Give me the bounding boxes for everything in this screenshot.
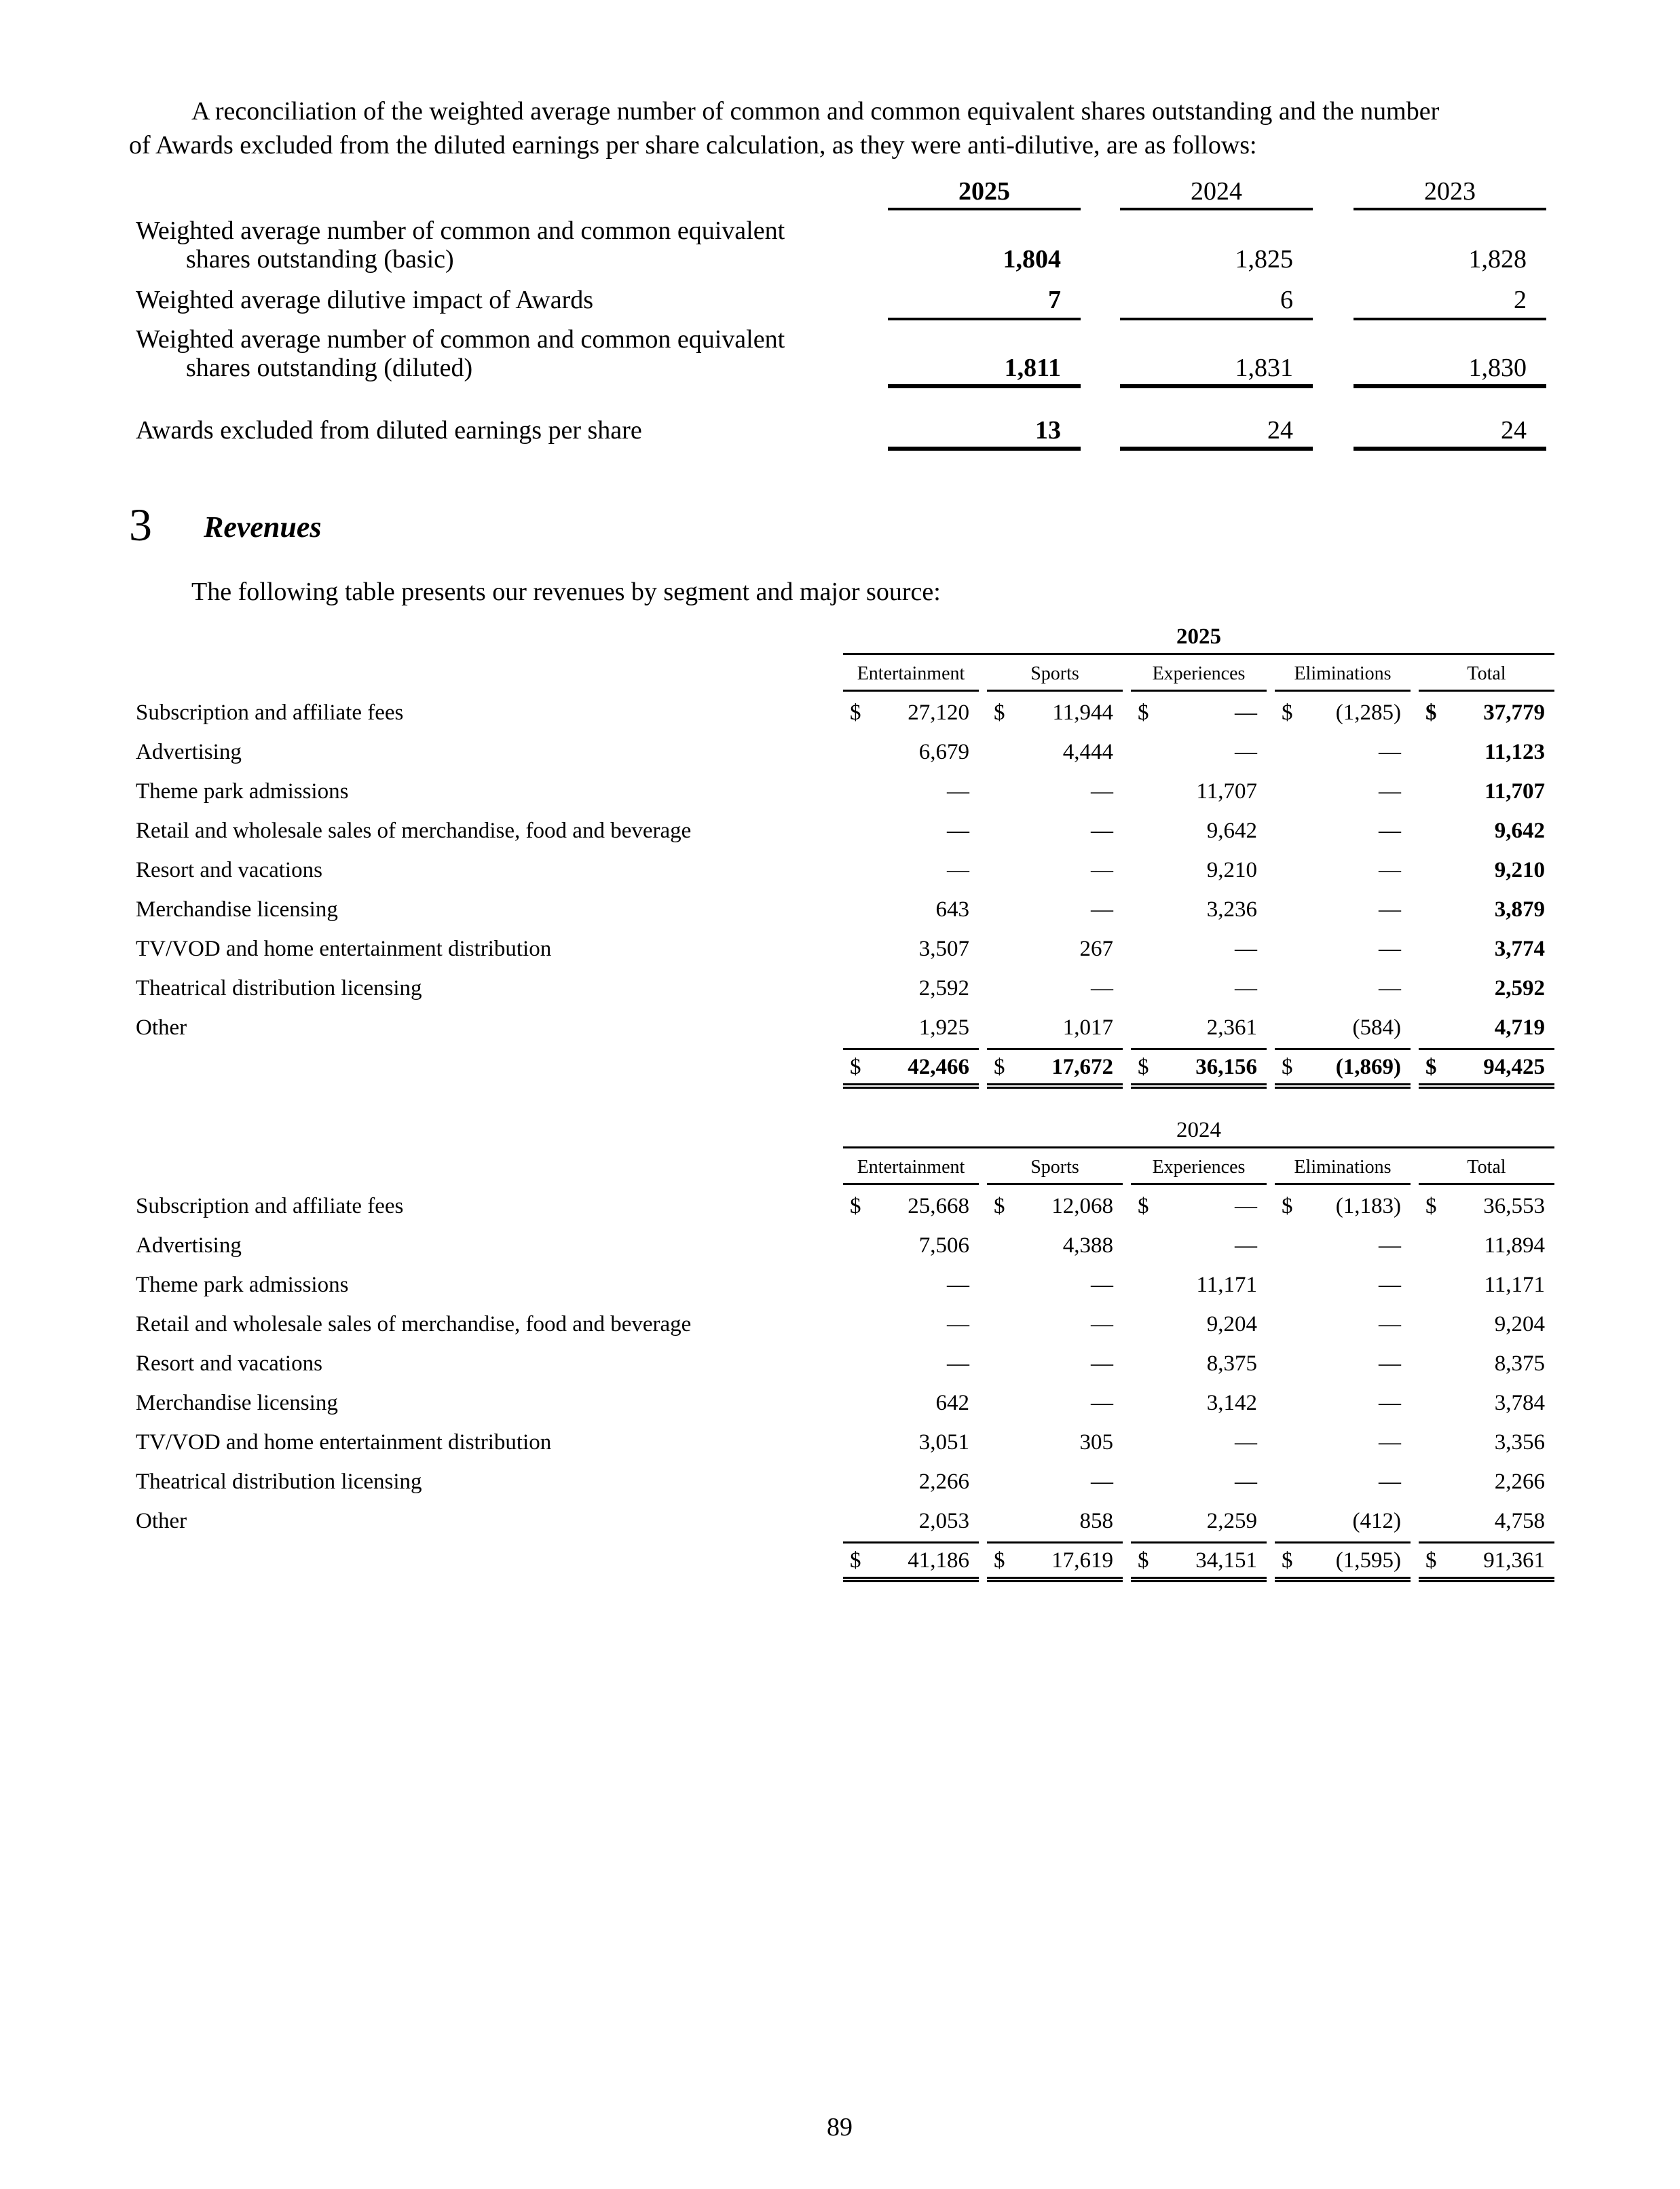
- total-cell: 42,466: [908, 1055, 969, 1079]
- subtotal-rule: [1419, 1048, 1554, 1050]
- cell: 1,830: [1468, 354, 1527, 382]
- table-cell: —: [1379, 740, 1401, 764]
- revenues-intro: The following table presents our revenues by segment and major source:: [191, 578, 941, 606]
- cell: 2: [1514, 286, 1527, 314]
- total-double-rule: [888, 384, 1081, 388]
- row-label: Retail and wholesale sales of merchandise, food and beverage: [136, 819, 692, 843]
- table-cell: 3,142: [1206, 1391, 1257, 1415]
- row-label: Retail and wholesale sales of merchandise, food and beverage: [136, 1312, 692, 1336]
- total-double-rule: [843, 1083, 979, 1089]
- table-cell: 1,017: [1062, 1015, 1113, 1040]
- table-cell: (1,183): [1335, 1194, 1401, 1218]
- cell: 13: [1035, 416, 1061, 445]
- column-header: Sports: [1030, 1157, 1079, 1178]
- table-cell: —: [1235, 1430, 1257, 1455]
- total-cell: (1,595): [1335, 1548, 1401, 1573]
- table-cell: 25,668: [908, 1194, 969, 1218]
- table-cell: 4,444: [1062, 740, 1113, 764]
- column-header-rule: [1131, 1183, 1267, 1185]
- total-double-rule: [1275, 1083, 1411, 1089]
- currency-symbol: $: [1138, 1194, 1149, 1218]
- total-double-rule: [1275, 1577, 1411, 1582]
- total-double-rule: [987, 1577, 1123, 1582]
- row-label: Subscription and affiliate fees: [136, 1194, 404, 1218]
- currency-symbol: $: [1138, 1055, 1149, 1079]
- table-cell: —: [947, 1312, 969, 1336]
- table-cell: 2,592: [918, 976, 969, 1000]
- total-double-rule: [1419, 1577, 1554, 1582]
- table-cell: 3,356: [1494, 1430, 1545, 1455]
- table-cell: 11,707: [1485, 779, 1545, 804]
- section-number: 3: [129, 499, 152, 550]
- total-double-rule: [1354, 447, 1546, 451]
- column-header-rule: [843, 690, 979, 692]
- year-rule: [843, 1146, 1554, 1148]
- table-cell: 11,707: [1196, 779, 1257, 804]
- table-cell: —: [1379, 1312, 1401, 1336]
- table-cell: 6,679: [918, 740, 969, 764]
- table-cell: 3,507: [918, 937, 969, 961]
- table-cell: —: [1379, 1273, 1401, 1297]
- total-cell: 34,151: [1195, 1548, 1257, 1573]
- table-cell: —: [1379, 819, 1401, 843]
- column-header: Sports: [1030, 663, 1079, 684]
- row-label: Merchandise licensing: [136, 1391, 338, 1415]
- currency-symbol: $: [1425, 1194, 1437, 1218]
- table-cell: —: [1091, 819, 1113, 843]
- table-cell: —: [1379, 1391, 1401, 1415]
- shares-year-2024: 2024: [1191, 177, 1242, 206]
- currency-symbol: $: [1282, 1194, 1293, 1218]
- cell: 24: [1267, 416, 1293, 445]
- table-cell: 643: [935, 897, 969, 922]
- table-cell: —: [1379, 897, 1401, 922]
- column-header: Eliminations: [1294, 1157, 1392, 1178]
- table-cell: 11,944: [1052, 700, 1113, 725]
- table-cell: 858: [1079, 1509, 1113, 1533]
- row-label: Awards excluded from diluted earnings per share: [136, 416, 642, 445]
- table-cell: 2,266: [918, 1470, 969, 1494]
- column-header-rule: [1275, 690, 1411, 692]
- intro-line-1: A reconciliation of the weighted average number of common and common equivalent shares outstanding and the number: [191, 97, 1440, 126]
- total-double-rule: [843, 1577, 979, 1582]
- subtotal-rule: [843, 1541, 979, 1543]
- table-cell: 36,553: [1483, 1194, 1545, 1218]
- total-double-rule: [1354, 384, 1546, 388]
- table-cell: —: [1091, 858, 1113, 882]
- table-cell: 8,375: [1494, 1351, 1545, 1376]
- table-cell: —: [1379, 1351, 1401, 1376]
- table-cell: —: [1091, 976, 1113, 1000]
- currency-symbol: $: [994, 1194, 1005, 1218]
- total-double-rule: [987, 1083, 1123, 1089]
- total-double-rule: [1419, 1083, 1554, 1089]
- table-cell: 3,051: [918, 1430, 969, 1455]
- row-label: Resort and vacations: [136, 858, 322, 882]
- row-label: Theme park admissions: [136, 1273, 349, 1297]
- total-cell: 94,425: [1483, 1055, 1545, 1079]
- row-label: Other: [136, 1015, 187, 1040]
- cell: 24: [1501, 416, 1527, 445]
- header-rule: [888, 208, 1081, 210]
- row-label: Resort and vacations: [136, 1351, 322, 1376]
- subtotal-rule: [1131, 1048, 1267, 1050]
- total-double-rule: [888, 447, 1081, 451]
- table-cell: —: [1235, 1470, 1257, 1494]
- column-header: Experiences: [1152, 663, 1246, 684]
- total-double-rule: [1131, 1083, 1267, 1089]
- table-cell: 9,210: [1206, 858, 1257, 882]
- row-label: Weighted average number of common and common equivalent: [136, 217, 785, 245]
- row-label: Weighted average number of common and common equivalent: [136, 325, 785, 354]
- table-cell: —: [1235, 700, 1257, 725]
- table-cell: —: [947, 1273, 969, 1297]
- column-header: Experiences: [1152, 1157, 1246, 1178]
- table-cell: (412): [1352, 1509, 1401, 1533]
- table-cell: 9,204: [1206, 1312, 1257, 1336]
- page-number: 89: [827, 2113, 853, 2141]
- table-cell: 3,784: [1494, 1391, 1545, 1415]
- subtotal-rule: [1120, 318, 1313, 320]
- subtotal-rule: [987, 1048, 1123, 1050]
- currency-symbol: $: [850, 1194, 861, 1218]
- currency-symbol: $: [850, 1055, 861, 1079]
- header-rule: [1120, 208, 1313, 210]
- table-cell: —: [947, 1351, 969, 1376]
- column-header: Eliminations: [1294, 663, 1392, 684]
- currency-symbol: $: [1138, 1548, 1149, 1573]
- table-cell: 8,375: [1206, 1351, 1257, 1376]
- cell: 1,831: [1235, 354, 1293, 382]
- table-cell: —: [1379, 858, 1401, 882]
- total-cell: 17,672: [1051, 1055, 1113, 1079]
- row-label: Theatrical distribution licensing: [136, 976, 422, 1000]
- subtotal-rule: [1419, 1541, 1554, 1543]
- table-cell: —: [1235, 740, 1257, 764]
- cell: 1,811: [1004, 354, 1061, 382]
- table-cell: —: [1379, 976, 1401, 1000]
- currency-symbol: $: [1282, 700, 1293, 725]
- currency-symbol: $: [994, 1055, 1005, 1079]
- table-cell: 3,879: [1494, 897, 1545, 922]
- currency-symbol: $: [994, 1548, 1005, 1573]
- table-year: 2025: [1176, 624, 1221, 649]
- section-title: Revenues: [204, 510, 322, 544]
- table-cell: 3,236: [1206, 897, 1257, 922]
- table-cell: —: [1091, 897, 1113, 922]
- shares-year-2025: 2025: [958, 177, 1010, 206]
- table-cell: 11,171: [1196, 1273, 1257, 1297]
- total-cell: 17,619: [1051, 1548, 1113, 1573]
- table-cell: —: [1235, 976, 1257, 1000]
- cell: 1,804: [1003, 245, 1061, 274]
- year-rule: [843, 653, 1554, 655]
- table-cell: —: [1091, 779, 1113, 804]
- table-cell: (1,285): [1335, 700, 1401, 725]
- table-cell: 2,592: [1494, 976, 1545, 1000]
- column-header-rule: [1419, 1183, 1554, 1185]
- column-header-rule: [1275, 1183, 1411, 1185]
- table-cell: —: [1091, 1391, 1113, 1415]
- subtotal-rule: [1275, 1541, 1411, 1543]
- total-cell: 91,361: [1483, 1548, 1545, 1573]
- column-header-rule: [987, 1183, 1123, 1185]
- currency-symbol: $: [994, 700, 1005, 725]
- total-double-rule: [1120, 384, 1313, 388]
- total-double-rule: [1131, 1577, 1267, 1582]
- currency-symbol: $: [1425, 1055, 1437, 1079]
- table-cell: 11,123: [1485, 740, 1545, 764]
- row-label: Advertising: [136, 740, 242, 764]
- header-rule: [1354, 208, 1546, 210]
- currency-symbol: $: [1282, 1055, 1293, 1079]
- row-label: TV/VOD and home entertainment distribution: [136, 937, 552, 961]
- row-label: shares outstanding (diluted): [186, 354, 473, 382]
- column-header-rule: [1131, 690, 1267, 692]
- row-label: Merchandise licensing: [136, 897, 338, 922]
- currency-symbol: $: [1282, 1548, 1293, 1573]
- table-cell: 267: [1079, 937, 1113, 961]
- currency-symbol: $: [1425, 700, 1437, 725]
- row-label: Weighted average dilutive impact of Awards: [136, 286, 594, 314]
- table-cell: —: [1091, 1273, 1113, 1297]
- table-cell: —: [1379, 1233, 1401, 1258]
- column-header-rule: [1419, 690, 1554, 692]
- table-cell: 12,068: [1051, 1194, 1113, 1218]
- table-cell: —: [1379, 937, 1401, 961]
- column-header: Entertainment: [857, 1157, 965, 1178]
- table-cell: —: [947, 858, 969, 882]
- row-label: shares outstanding (basic): [186, 245, 454, 274]
- column-header-rule: [987, 690, 1123, 692]
- column-header-rule: [843, 1183, 979, 1185]
- table-cell: 4,758: [1494, 1509, 1545, 1533]
- cell: 7: [1048, 286, 1061, 314]
- table-cell: —: [1091, 1312, 1113, 1336]
- table-cell: 9,210: [1494, 858, 1545, 882]
- table-cell: —: [1379, 779, 1401, 804]
- table-year: 2024: [1176, 1118, 1221, 1142]
- table-cell: 4,719: [1494, 1015, 1545, 1040]
- table-cell: 11,894: [1484, 1233, 1545, 1258]
- table-cell: 2,053: [918, 1509, 969, 1533]
- table-cell: —: [1091, 1470, 1113, 1494]
- row-label: Subscription and affiliate fees: [136, 700, 404, 725]
- table-cell: 9,204: [1494, 1312, 1545, 1336]
- row-label: Other: [136, 1509, 187, 1533]
- cell: 1,825: [1235, 245, 1293, 274]
- cell: 1,828: [1468, 245, 1527, 274]
- row-label: TV/VOD and home entertainment distribution: [136, 1430, 552, 1455]
- table-cell: 2,266: [1494, 1470, 1545, 1494]
- intro-line-2: of Awards excluded from the diluted earnings per share calculation, as they were anti-dilutive, are as follows:: [129, 131, 1257, 160]
- row-label: Advertising: [136, 1233, 242, 1258]
- currency-symbol: $: [1138, 700, 1149, 725]
- row-label: Theatrical distribution licensing: [136, 1470, 422, 1494]
- table-cell: (584): [1352, 1015, 1401, 1040]
- table-cell: 642: [935, 1391, 969, 1415]
- subtotal-rule: [1131, 1541, 1267, 1543]
- column-header: Total: [1467, 1157, 1506, 1178]
- total-cell: 36,156: [1195, 1055, 1257, 1079]
- subtotal-rule: [1275, 1048, 1411, 1050]
- currency-symbol: $: [850, 700, 861, 725]
- cell: 6: [1280, 286, 1293, 314]
- table-cell: 27,120: [908, 700, 969, 725]
- total-double-rule: [1120, 447, 1313, 451]
- table-cell: —: [1235, 1233, 1257, 1258]
- table-cell: 2,361: [1206, 1015, 1257, 1040]
- table-cell: —: [1235, 937, 1257, 961]
- column-header: Total: [1467, 663, 1506, 684]
- column-header: Entertainment: [857, 663, 965, 684]
- table-cell: —: [1091, 1351, 1113, 1376]
- table-cell: 9,642: [1206, 819, 1257, 843]
- total-cell: (1,869): [1335, 1055, 1401, 1079]
- table-cell: 4,388: [1062, 1233, 1113, 1258]
- subtotal-rule: [888, 318, 1081, 320]
- table-cell: —: [1379, 1430, 1401, 1455]
- subtotal-rule: [987, 1541, 1123, 1543]
- table-cell: —: [1235, 1194, 1257, 1218]
- currency-symbol: $: [850, 1548, 861, 1573]
- currency-symbol: $: [1425, 1548, 1437, 1573]
- table-cell: —: [1379, 1470, 1401, 1494]
- table-cell: 7,506: [918, 1233, 969, 1258]
- table-cell: —: [947, 779, 969, 804]
- row-label: Theme park admissions: [136, 779, 349, 804]
- table-cell: 3,774: [1494, 937, 1545, 961]
- table-cell: 9,642: [1494, 819, 1545, 843]
- total-cell: 41,186: [908, 1548, 969, 1573]
- subtotal-rule: [1354, 318, 1546, 320]
- table-cell: 305: [1079, 1430, 1113, 1455]
- table-cell: 37,779: [1483, 700, 1545, 725]
- table-cell: 1,925: [918, 1015, 969, 1040]
- shares-year-2023: 2023: [1424, 177, 1476, 206]
- table-cell: 2,259: [1206, 1509, 1257, 1533]
- subtotal-rule: [843, 1048, 979, 1050]
- table-cell: —: [947, 819, 969, 843]
- table-cell: 11,171: [1484, 1273, 1545, 1297]
